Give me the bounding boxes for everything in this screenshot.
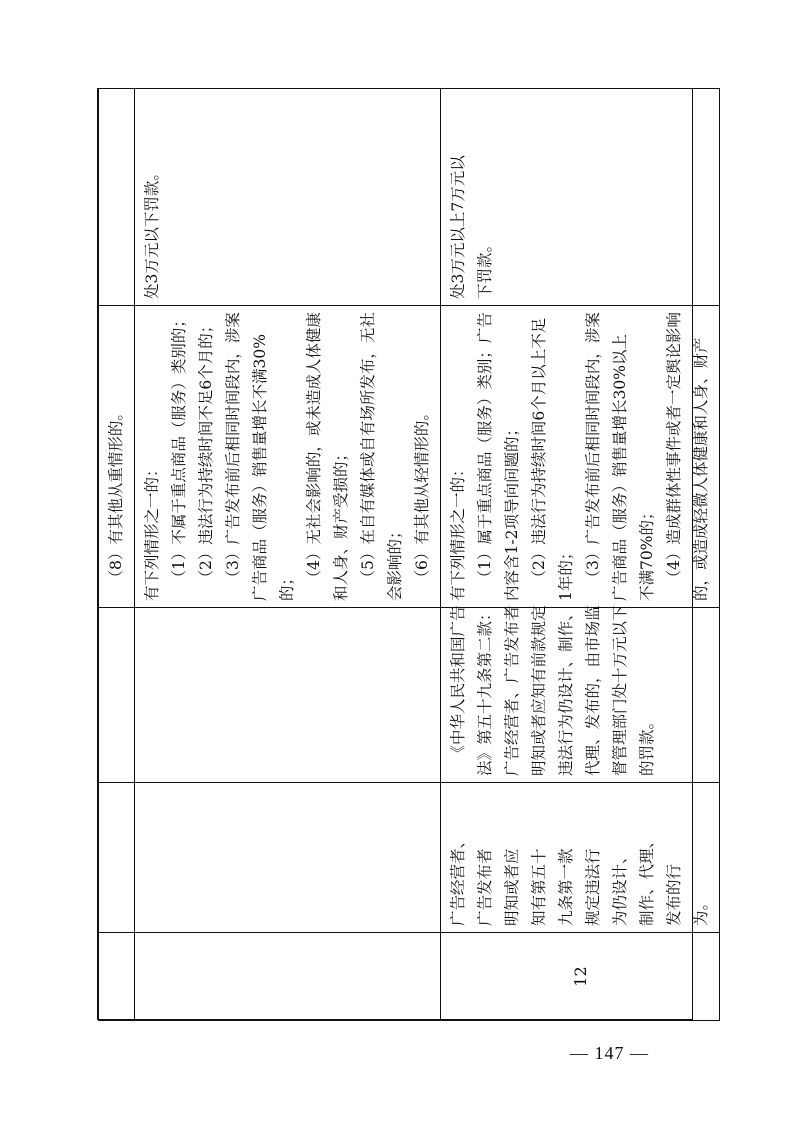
act-line: 九条第一款 (557, 848, 575, 926)
act-line: 为。 (692, 894, 710, 926)
conditions-line: （4）造成群体性事件或者一定舆论影响 (665, 312, 683, 586)
conditions-line: （8）有其他从重情形的。 (107, 405, 125, 586)
conditions-text (441, 306, 719, 607)
conditions-line: 内容含1-2项导向问题的； (503, 421, 521, 601)
act-line: 规定违法行 (584, 848, 602, 926)
penalty-line: 处3万元以下罚款。 (143, 165, 161, 299)
conditions-line: （2）违法行为持续时间不足6个月的； (197, 317, 215, 586)
row-number-cell (99, 933, 135, 1021)
conditions-line: （5）在自有媒体或自有场所发布，无社 (359, 312, 377, 586)
penalty-line: 处3万元以上7万元以 (449, 155, 467, 299)
conditions-line: （1）不属于重点商品（服务）类别的； (170, 312, 188, 586)
conditions-line: 和人身、财产受损的； (332, 445, 350, 601)
conditions-line: （2）违法行为持续时间6个月以上不足 (530, 317, 548, 586)
basis-line: 明知或者应知有前款规定 (530, 605, 548, 776)
act-line: 广告经营者、 (449, 832, 467, 926)
act-text (135, 783, 143, 932)
act-text (441, 783, 719, 932)
conditions-line: 1年的； (557, 544, 575, 601)
basis-text (441, 605, 665, 782)
act-line: 广告发布者 (476, 848, 494, 926)
basis-line: 广告经营者、广告发布者 (503, 605, 521, 776)
table-row (99, 89, 135, 1021)
illegal-act-cell (441, 783, 720, 933)
conditions-line: （6）有其他从轻情形的。 (413, 405, 431, 586)
act-line: 为仍设计、 (611, 848, 629, 926)
basis-line: 督管理部门处十万元以下 (611, 605, 629, 776)
legal-basis-cell (441, 605, 720, 783)
conditions-cell (441, 306, 720, 608)
basis-line: 代理、发布的，由市场监 (584, 605, 602, 776)
conditions-cell (135, 306, 441, 608)
row-number-cell (441, 933, 720, 1021)
conditions-line: 广告商品（服务）销售量增长不满30% (251, 334, 269, 601)
conditions-line: 的； (278, 569, 296, 601)
row-number: 12 (570, 966, 590, 987)
conditions-line: 的，或造成轻微人体健康和人身、财产 (692, 337, 710, 601)
conditions-line: （3）广告发布前后相同时间段内，涉案 (224, 312, 242, 586)
legal-basis-cell (135, 608, 441, 783)
document-table-frame (97, 88, 710, 1020)
conditions-line: 广告商品（服务）销售量增长30%以上 (611, 334, 629, 601)
conditions-line: 会影响的； (386, 523, 404, 601)
conditions-line: 有下列情形之一的： (449, 461, 467, 601)
penalty-standards-table (98, 88, 720, 1021)
conditions-cell (99, 306, 135, 608)
conditions-line: （1）属于重点商品（服务）类别；广告 (476, 312, 494, 586)
penalty-text (99, 89, 107, 305)
conditions-line: 不满70%的； (638, 504, 656, 601)
rotated-table-layer (98, 89, 710, 1021)
basis-text (135, 608, 143, 782)
penalty-text (441, 89, 503, 305)
illegal-act-cell (99, 783, 135, 933)
illegal-act-cell (135, 783, 441, 933)
conditions-text (135, 306, 440, 607)
table-row (441, 89, 720, 1021)
penalty-text (135, 89, 170, 305)
penalty-cell (99, 89, 135, 306)
conditions-line: 有下列情形之一的： (143, 461, 161, 601)
basis-line: 的罚款。 (638, 713, 656, 776)
act-line: 发布的行 (665, 863, 683, 926)
basis-line: 违法行为仍设计、制作、 (557, 605, 575, 776)
basis-line: 《中华人民共和国广告 (449, 605, 467, 761)
conditions-line: （4）无社会影响的，或未造成人体健康 (305, 312, 323, 586)
conditions-line: （3）广告发布前后相同时间段内，涉案 (584, 312, 602, 586)
act-line: 明知或者应 (503, 848, 521, 926)
penalty-line: 下罚款。 (476, 236, 494, 299)
act-line: 制作、代理、 (638, 832, 656, 926)
basis-line: 法》第五十九条第二款： (476, 605, 494, 776)
act-line: 知有第五十 (530, 848, 548, 926)
act-text (99, 783, 107, 932)
table-row (135, 89, 441, 1021)
row-number-cell (135, 933, 441, 1021)
legal-basis-cell (99, 608, 135, 783)
page-number: — 147 — (570, 1043, 649, 1063)
conditions-text (99, 306, 134, 607)
basis-text (99, 608, 107, 782)
penalty-cell (441, 89, 720, 306)
penalty-cell (135, 89, 441, 306)
